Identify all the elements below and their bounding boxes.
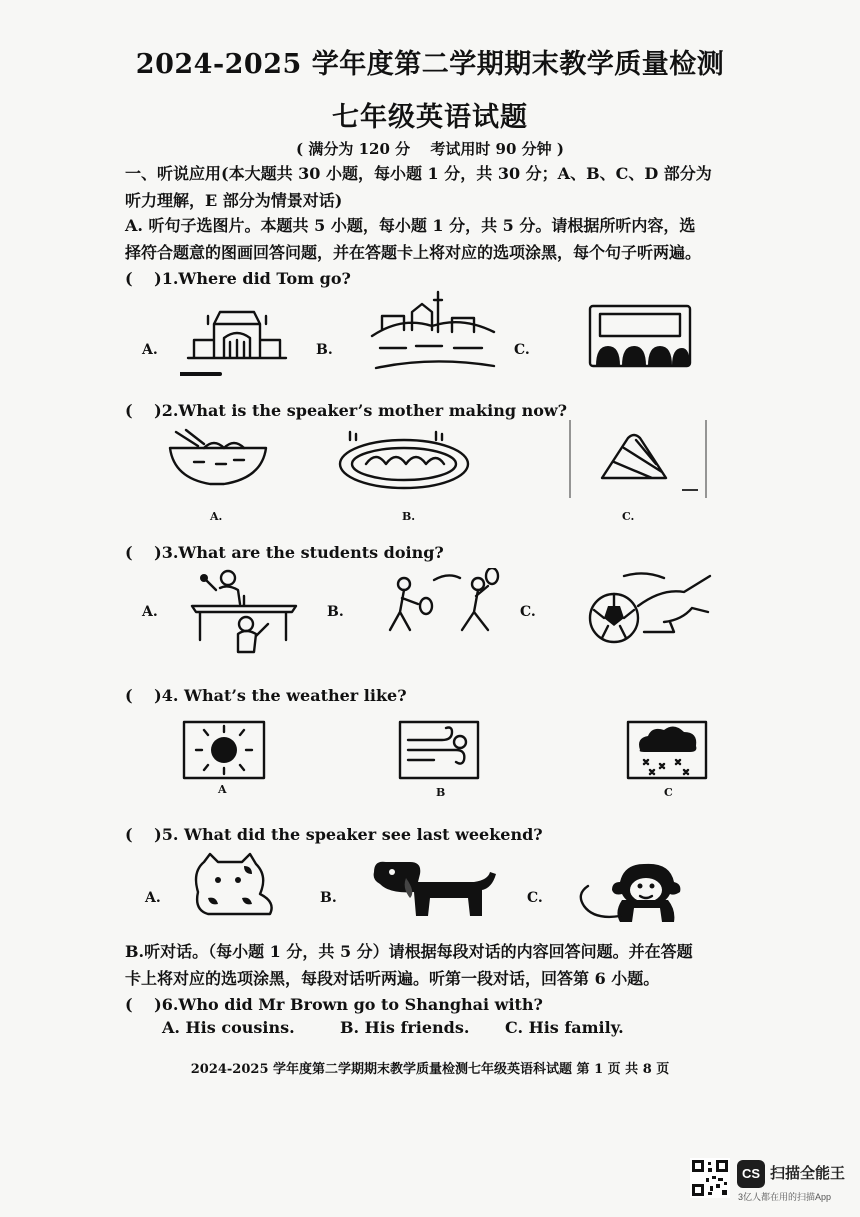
- question-5: ( )5. What did the speaker see last weekend?: [125, 825, 543, 844]
- q2-option-c-label: C.: [622, 510, 635, 523]
- exam-score-time: ( 满分为 120 分 考试用时 90 分钟 ): [296, 140, 564, 158]
- q5-option-a-label: A.: [145, 890, 161, 906]
- partA-line2: 择符合题意的图画回答问题，并在答题卡上将对应的选项涂黑，每个句子听两遍。: [125, 243, 702, 262]
- dog-icon: [370, 858, 500, 920]
- page-footer: 2024-2025 学年度第二学期期末教学质量检测七年级英语科试题 第 1 页 共 8 页: [190, 1062, 670, 1077]
- q1-option-a-label: A.: [142, 342, 158, 358]
- question-1: ( )1.Where did Tom go?: [125, 269, 351, 288]
- town-landscape-icon: [362, 286, 502, 374]
- q3-option-b-label: B.: [327, 604, 344, 620]
- wind-icon: [398, 720, 480, 780]
- exam-subject-title: 七年级英语试题: [332, 102, 528, 133]
- partB-line2: 卡上将对应的选项涂黑，每段对话听两遍。听第一段对话，回答第 6 小题。: [125, 969, 660, 988]
- section1-instructions: [125, 160, 785, 214]
- exam-title: 2024-2025 学年度第二学期期末教学质量检测: [135, 49, 725, 80]
- q5-option-c-label: C.: [527, 890, 543, 906]
- snow-cloud-icon: [626, 720, 708, 780]
- q2-option-b-label: B.: [402, 510, 416, 523]
- q6-option-a: A. His cousins.: [162, 1018, 295, 1037]
- question-4: ( )4. What’s the weather like?: [125, 686, 407, 705]
- q1-option-c-label: C.: [514, 342, 530, 358]
- question-3: ( )3.What are the students doing?: [125, 543, 444, 562]
- cinema-icon: [586, 302, 694, 370]
- q5-option-b-label: B.: [320, 890, 337, 906]
- q4-option-c-label: C: [664, 786, 673, 799]
- section1-line2: 听力理解，E 部分为情景对话): [125, 191, 343, 210]
- badminton-icon: [374, 568, 514, 640]
- scanner-tagline: 3亿人都在用的扫描App: [738, 1192, 832, 1202]
- dumpling-plate-icon: [336, 430, 472, 492]
- partA-line1: A. 听句子选图片。本题共 5 小题，每小题 1 分，共 5 分。请根据所听内容，选: [125, 216, 696, 235]
- soccer-icon: [584, 566, 716, 646]
- partB-instructions: [125, 938, 785, 992]
- q1-option-b-label: B.: [316, 342, 333, 358]
- qr-code-icon: [690, 1158, 730, 1198]
- q3-option-c-label: C.: [520, 604, 536, 620]
- building-gate-icon: [180, 302, 295, 380]
- section1-line1: 一、听说应用(本大题共 30 小题，每小题 1 分，共 30 分；A、B、C、D 部分为: [125, 164, 712, 183]
- sun-icon: [182, 720, 266, 780]
- question-6: ( )6.Who did Mr Brown go to Shanghai with?: [125, 995, 543, 1014]
- scanner-brand-name: 扫描全能王: [770, 1165, 846, 1182]
- q4-option-b-label: B: [436, 786, 446, 799]
- q2-option-a-label: A.: [210, 510, 223, 523]
- q6-option-c: C. His family.: [505, 1018, 624, 1037]
- question-2: ( )2.What is the speaker’s mother making now?: [125, 401, 568, 420]
- noodle-bowl-icon: [164, 428, 272, 490]
- ping-pong-icon: [186, 566, 306, 656]
- partB-line1: B.听对话。（每小题 1 分，共 5 分）请根据每段对话的内容回答问题。并在答题: [125, 942, 693, 961]
- q6-option-b: B. His friends.: [340, 1018, 470, 1037]
- q3-option-a-label: A.: [142, 604, 158, 620]
- partA-instructions: [125, 212, 785, 266]
- q4-option-a-label: A: [218, 783, 227, 796]
- scanner-app-logo: CS: [737, 1160, 765, 1188]
- rice-dumpling-icon: [566, 418, 708, 500]
- cat-icon: [188, 852, 288, 918]
- monkey-icon: [574, 860, 698, 924]
